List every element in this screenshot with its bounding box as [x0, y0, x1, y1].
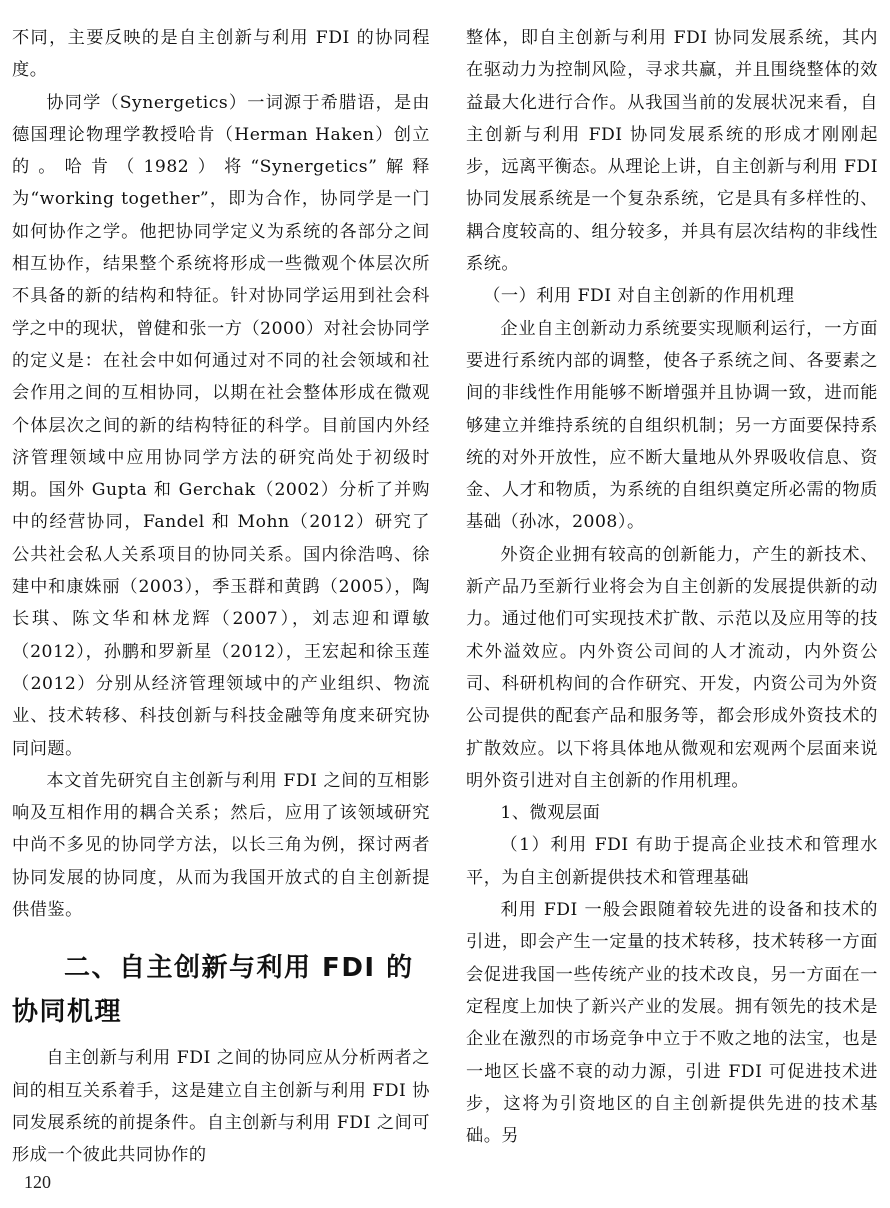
subsection-heading: 1、微观层面 — [500, 803, 601, 824]
paragraph: 本文首先研究自主创新与利用 FDI 之间的互相影响及互相作用的耦合关系；然后，应用了该领域研究中尚不多见的协同学方法，以长三角为例，探讨两者协同发展的协同度，从而为我国开放式的自主创新提供借鉴。 — [12, 770, 430, 921]
paragraph: 整体，即自主创新与利用 FDI 协同发展系统，其内在驱动力为控制风险，寻求共赢，并且围绕整体的效益最大化进行合作。从我国当前的发展状况来看，自主创新与利用 FDI 协同发展系统的形成才刚刚起步，远离平衡态。从理论上讲，自主创新与利用 FDI 协同发展系统是一个复杂系统，它是具有多样性的、耦合度较高的、组分较多，并具有层次结构的非线性系统。 — [466, 28, 878, 275]
left-column — [12, 22, 430, 1172]
paragraph: 利用 FDI 一般会跟随着较先进的设备和技术的引进，即会产生一定量的技术转移，技术转移一方面会促进我国一些传统产业的技术改良，另一方面在一定程度上加快了新兴产业的发展。拥有领先的技术是企业在激烈的市场竞争中立于不败之地的法宝，也是一地区长盛不衰的动力源，引进 FDI 可促进技术进步，这将为引资地区的自主创新提供先进的技术基础。另 — [466, 900, 878, 1147]
paragraph: 企业自主创新动力系统要实现顺利运行，一方面要进行系统内部的调整，使各子系统之间、各要素之间的非线性作用能够不断增强并且协调一致，进而能够建立并维持系统的自组织机制；另一方面要保持系统的对外开放性，应不断大量地从外界吸收信息、资金、人才和物质，为系统的自组织奠定所必需的物质基础（孙冰，2008）。 — [466, 318, 878, 533]
paragraph: 外资企业拥有较高的创新能力，产生的新技术、新产品乃至新行业将会为自主创新的发展提供新的动力。通过他们可实现技术扩散、示范以及应用等的技术外溢效应。内外资公司间的人才流动，内外资公司、科研机构间的合作研究、开发，内资公司为外资公司提供的配套产品和服务等，都会形成外资技术的扩散效应。以下将具体地从微观和宏观两个层面来说明外资引进对自主创新的作用机理。 — [466, 544, 878, 791]
section-heading: 二、自主创新与利用 FDI 的协同机理 — [12, 953, 414, 1028]
right-column — [466, 22, 878, 1152]
paragraph: 自主创新与利用 FDI 之间的协同应从分析两者之间的相互关系着手，这是建立自主创新与利用 FDI 协同发展系统的前提条件。自主创新与利用 FDI 之间可形成一个彼此共同协作的 — [12, 1048, 430, 1166]
paragraph: 协同学（Synergetics）一词源于希腊语，是由德国理论物理学教授哈肯（Herman Haken）创立的。哈肯（1982）将“Synergetics”解释为“working together”，即为合作，协同学是一门如何协作之学。他把协同学定义为系统的各部分之间相互协作，结果整个系统将形成一些微观个体层次所不具备的新的结构和特征。针对协同学运用到社会科学之中的现状，曾健和张一方（2000）对社会协同学的定义是：在社会中如何通过对不同的社会领域和社会作用之间的互相协同，以期在社会整体形成在微观个体层次之间的新的结构特征的科学。目前国内外经济管理领域中应用协同学方法的研究尚处于初级时期。国外 Gupta 和 Gerchak（2002）分析了并购中的经营协同，Fandel 和 Mohn（2012）研究了公共社会私人关系项目的协同关系。国内徐浩鸣、徐建中和康姝丽（2003），季玉群和黄鹍（2005），陶长琪、陈文华和林龙辉（2007），刘志迎和谭敏（2012），孙鹏和罗新星（2012），王宏起和徐玉莲（2012）分别从经济管理领域中的产业组织、物流业、技术转移、科技创新与科技金融等角度来研究协同问题。 — [12, 92, 430, 759]
subsection-heading: （1）利用 FDI 有助于提高企业技术和管理水平，为自主创新提供技术和管理基础 — [466, 835, 878, 888]
page-number: 120 — [24, 1172, 51, 1192]
subsection-heading: （一）利用 FDI 对自主创新的作用机理 — [483, 286, 795, 307]
paragraph: 不同，主要反映的是自主创新与利用 FDI 的协同程度。 — [12, 28, 430, 81]
